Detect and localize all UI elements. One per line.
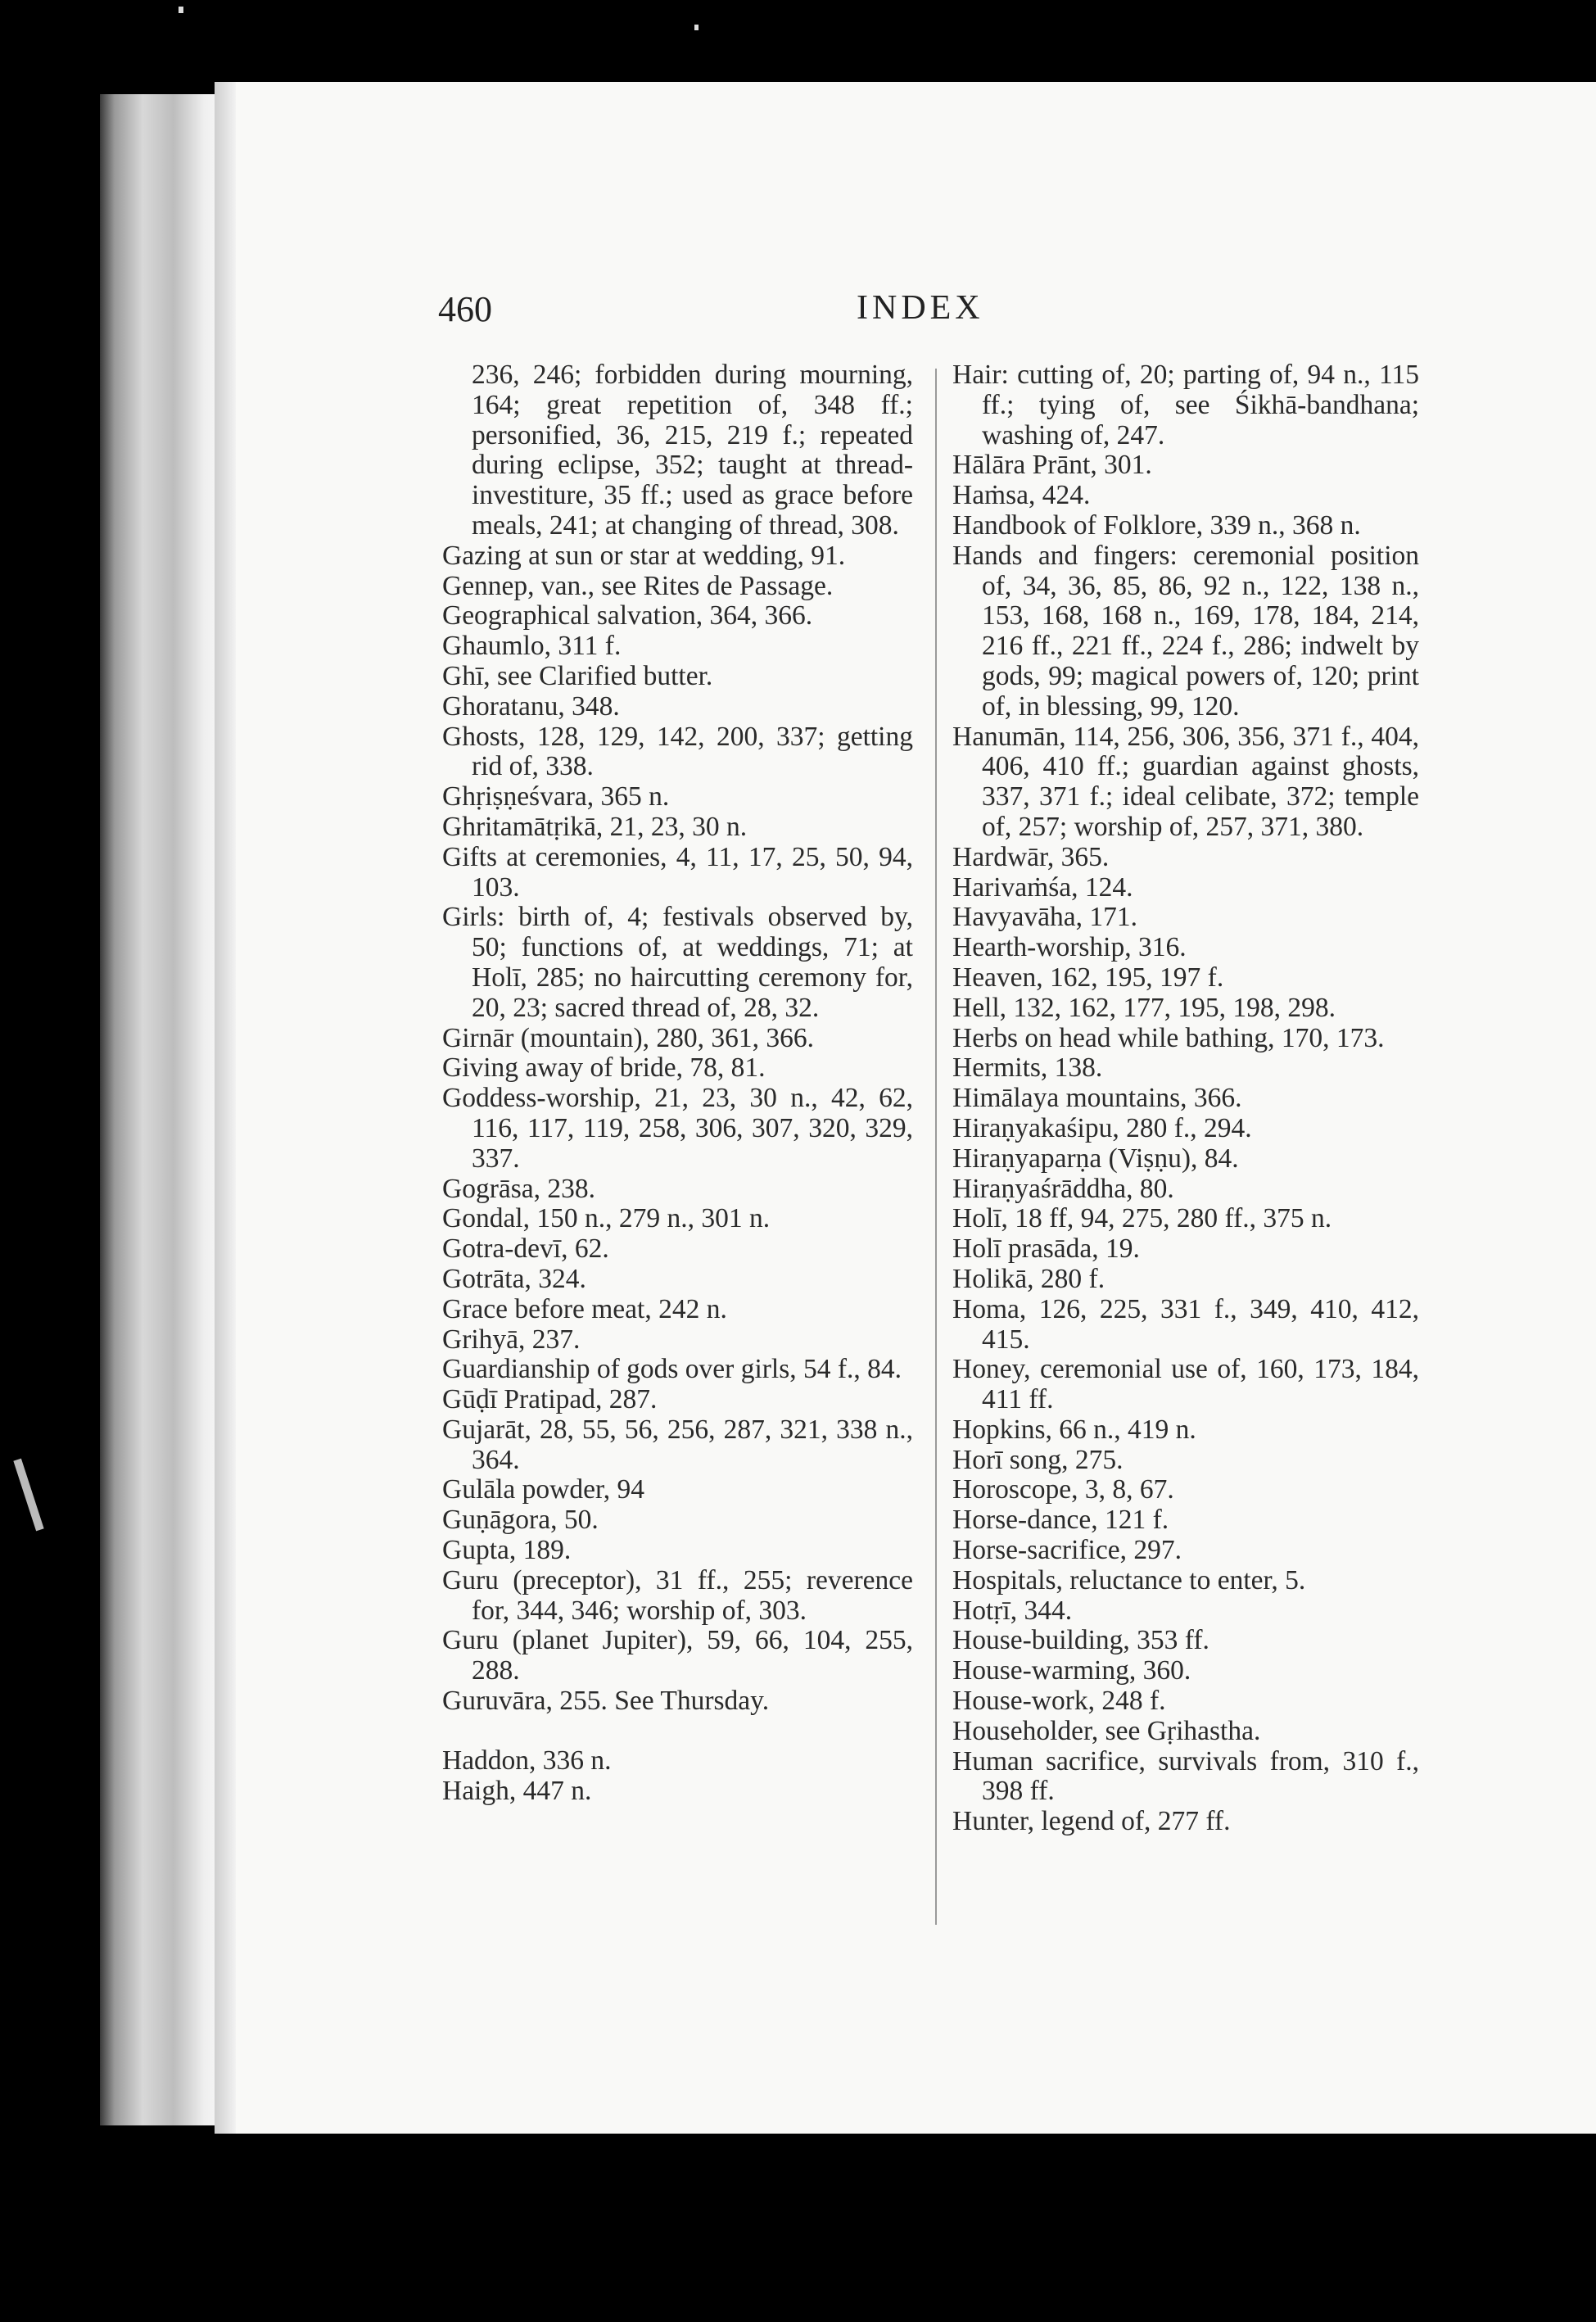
index-entry: Gupta, 189. [442, 1535, 572, 1566]
index-entry: Hotṛī, 344. [952, 1595, 1073, 1626]
index-entry: Ghoratanu, 348. [442, 690, 620, 722]
page-gutter [215, 82, 236, 2134]
index-entry: Guru (planet Jupiter), 59, 66, 104, 255, 288. [442, 1625, 913, 1686]
index-entry: Gifts at ceremonies, 4, 11, 17, 25, 50, 94, 103. [442, 841, 913, 903]
index-entry: Grihyā, 237. [442, 1324, 581, 1355]
index-entry: 236, 246; forbidden during mourning, 164; great repetition of, 348 ff.; personified, 36, 215, 219 f.; repeated during eclipse, 352; taught at thread-investiture, 35 ff.; used as grace before meals, 241; at changing of thread, 308. [472, 360, 913, 541]
index-entry: Giving away of bride, 78, 81. [442, 1052, 766, 1084]
index-entry: Hell, 132, 162, 177, 195, 198, 298. [952, 992, 1336, 1023]
scan-speck [179, 7, 183, 13]
index-entry: Guruvāra, 255. See Thursday. [442, 1686, 770, 1717]
index-entry: Horī song, 275. [952, 1444, 1124, 1475]
index-entry: Ghṛiṣṇeśvara, 365 n. [442, 781, 670, 812]
index-entry: Guṇāgora, 50. [442, 1505, 599, 1536]
index-entry: Hopkins, 66 n., 419 n. [952, 1414, 1196, 1445]
index-column-right [952, 360, 1419, 1837]
index-entry: Householder, see Gṛihastha. [952, 1715, 1261, 1746]
index-entry: Human sacrifice, survivals from, 310 f., 398 ff. [952, 1745, 1419, 1807]
index-entry: Harivaṁśa, 124. [952, 871, 1133, 903]
index-entry: Hearth-worship, 316. [952, 932, 1187, 963]
index-entry: Girnār (mountain), 280, 361, 366. [442, 1022, 815, 1053]
book-edge [100, 94, 223, 2125]
index-entry: Homa, 126, 225, 331 f., 349, 410, 412, 415. [952, 1293, 1419, 1355]
index-entry: Gulāla powder, 94 [442, 1474, 645, 1505]
index-entry: Havyavāha, 171. [952, 902, 1138, 933]
index-entry: Holikā, 280 f. [952, 1263, 1105, 1294]
index-entry: Gotra-devī, 62. [442, 1233, 609, 1265]
index-entry: Girls: birth of, 4; festivals observed by, 50; functions of, at weddings, 71; at Holī, 285; no haircutting ceremony for, 20, 23; sacred thread of, 28, 32. [442, 902, 913, 1023]
index-entry: House-warming, 360. [952, 1655, 1191, 1686]
index-entry: Handbook of Folklore, 339 n., 368 n. [952, 509, 1361, 541]
index-entry: Haddon, 336 n. [442, 1745, 612, 1776]
index-entry: Horse-dance, 121 f. [952, 1505, 1169, 1536]
index-entry: Ghī, see Clarified butter. [442, 660, 713, 691]
index-entry: Holī prasāda, 19. [952, 1233, 1140, 1265]
index-entry: Haigh, 447 n. [442, 1775, 592, 1806]
letter-gap [442, 1717, 913, 1746]
scan-artifact [13, 1459, 43, 1532]
index-entry: Heaven, 162, 195, 197 f. [952, 962, 1224, 993]
index-entry: Gondal, 150 n., 279 n., 301 n. [442, 1203, 771, 1234]
index-entry: Gennep, van., see Rites de Passage. [442, 570, 834, 601]
index-entry: House-work, 248 f. [952, 1686, 1166, 1717]
index-entry: Horoscope, 3, 8, 67. [952, 1474, 1174, 1505]
index-entry: Ghosts, 128, 129, 142, 200, 337; getting rid of, 338. [442, 721, 913, 782]
index-entry: Guru (preceptor), 31 ff., 255; reverence for, 344, 346; worship of, 303. [442, 1564, 913, 1626]
index-entry: House-building, 353 ff. [952, 1625, 1209, 1656]
index-entry: Hiraṇyaśrāddha, 80. [952, 1173, 1174, 1204]
index-entry: Grace before meat, 242 n. [442, 1293, 727, 1324]
index-entry: Hanumān, 114, 256, 306, 356, 371 f., 404, 406, 410 ff.; guardian against ghosts, 337, 371 f.; ideal celibate, 372; temple of, 257; worship of, 257, 371, 380. [952, 721, 1419, 842]
index-entry: Gazing at sun or star at wedding, 91. [442, 540, 846, 571]
index-entry: Hands and fingers: ceremonial position of, 34, 36, 85, 86, 92 n., 122, 138 n., 153, 168, 168 n., 169, 178, 184, 214, 216 ff., 221 ff., 224 f., 286; indwelt by gods, 99; magical powers of, 120; print of, in blessing, 99, 120. [952, 540, 1419, 722]
scan-speck [694, 25, 699, 30]
page-number: 460 [438, 289, 492, 329]
index-entry: Herbs on head while bathing, 170, 173. [952, 1022, 1385, 1053]
index-entry: Gujarāt, 28, 55, 56, 256, 287, 321, 338 n., 364. [442, 1414, 913, 1475]
index-entry: Himālaya mountains, 366. [952, 1083, 1242, 1114]
index-entry: Gotrāta, 324. [442, 1263, 586, 1294]
index-entry: Hiraṇyaparṇa (Viṣṇu), 84. [952, 1143, 1239, 1174]
index-entry: Guardianship of gods over girls, 54 f., 84. [442, 1354, 902, 1385]
index-entry: Hermits, 138. [952, 1052, 1103, 1084]
index-entry: Hunter, legend of, 277 ff. [952, 1806, 1231, 1837]
index-entry: Ghaumlo, 311 f. [442, 631, 622, 662]
index-entry: Hospitals, reluctance to enter, 5. [952, 1564, 1306, 1596]
index-entry: Hardwār, 365. [952, 841, 1110, 872]
index-entry: Goddess-worship, 21, 23, 30 n., 42, 62, 116, 117, 119, 258, 306, 307, 320, 329, 337. [442, 1083, 913, 1174]
index-entry: Geographical salvation, 364, 366. [442, 600, 813, 631]
index-entry: Hālāra Prānt, 301. [952, 450, 1152, 481]
running-head: INDEX [857, 289, 984, 327]
index-entry: Ghritamātṛikā, 21, 23, 30 n. [442, 811, 748, 842]
index-entry: Gūḍī Pratipad, 287. [442, 1384, 658, 1415]
column-rule [935, 369, 937, 1925]
index-entry: Hiraṇyakaśipu, 280 f., 294. [952, 1112, 1252, 1143]
index-entry: Haṁsa, 424. [952, 480, 1091, 511]
index-column-left [442, 360, 913, 1806]
index-entry: Horse-sacrifice, 297. [952, 1535, 1182, 1566]
index-entry: Holī, 18 ff, 94, 275, 280 ff., 375 n. [952, 1203, 1332, 1234]
index-entry: Hair: cutting of, 20; parting of, 94 n., 115 ff.; tying of, see Śikhā-bandhana; washing of, 247. [952, 360, 1419, 450]
index-entry: Honey, ceremonial use of, 160, 173, 184, 411 ff. [952, 1354, 1419, 1415]
index-entry: Gogrāsa, 238. [442, 1173, 595, 1204]
